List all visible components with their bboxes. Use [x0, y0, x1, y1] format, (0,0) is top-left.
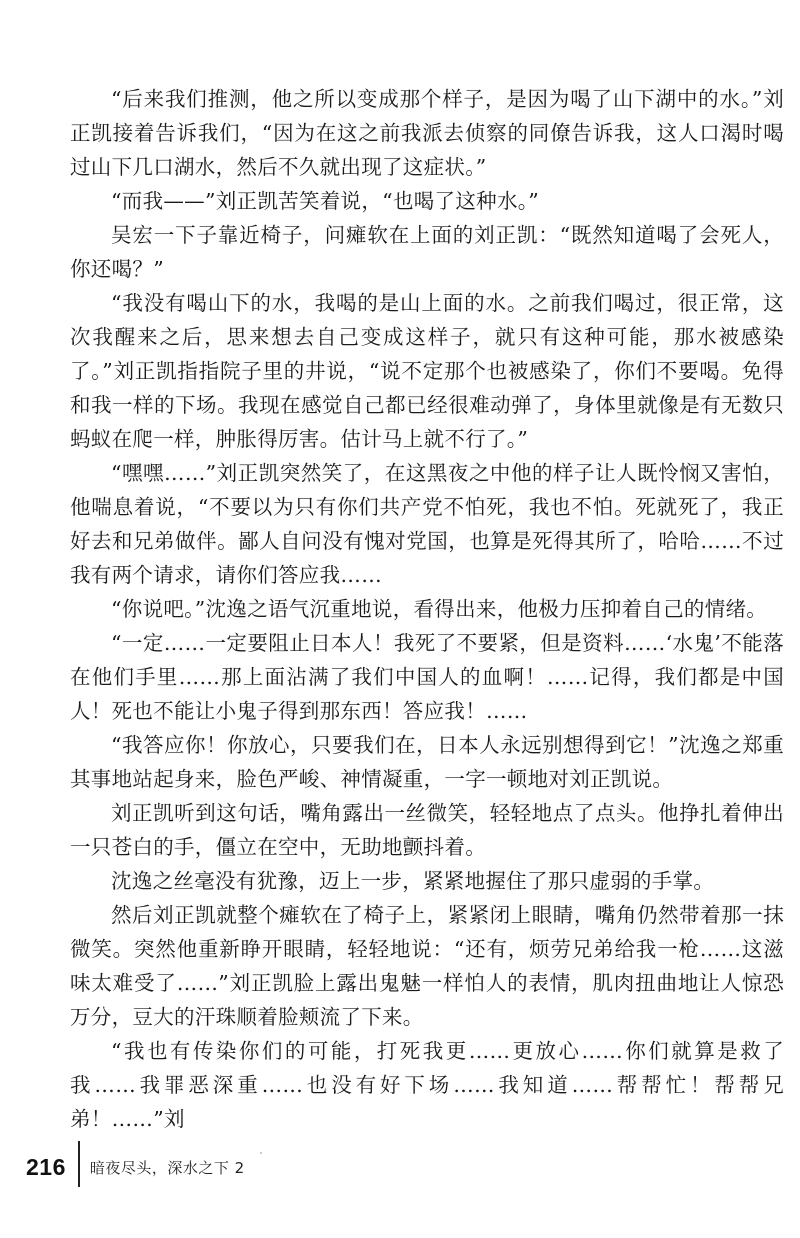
paragraph-8: “我答应你！你放心，只要我们在，日本人永远别想得到它！”沈逸之郑重其事地站起身来，脸色严峻、神情凝重，一字一顿地对刘正凯说。 [70, 733, 784, 791]
page-number: 216 [26, 1153, 66, 1180]
paragraph-10: 沈逸之丝毫没有犹豫，迈上一步，紧紧地握住了那只虚弱的手掌。 [111, 869, 715, 893]
paragraph-3: 吴宏一下子靠近椅子，问瘫软在上面的刘正凯：“既然知道喝了会死人，你还喝？” [70, 223, 784, 281]
footer-divider [78, 1141, 80, 1187]
paragraph-7: “一定……一定要阻止日本人！我死了不要紧，但是资料……‘水鬼’不能落在他们手里……那上面沾满了我们中国人的血啊！……记得，我们都是中国人！死也不能让小鬼子得到那东西！答应我！…… [70, 631, 784, 723]
paragraph-4: “我没有喝山下的水，我喝的是山上面的水。之前我们喝过，很正常，这次我醒来之后，思来想去自己变成这样子，就只有这种可能，那水被感染了。”刘正凯指指院子里的井说，“说不定那个也被感染了，你们不要喝。免得和我一样的下场。我现在感觉自己都已经很难动弹了，身体里就像是有无数只蚂蚁在爬一样，肿胀得厉害。估计马上就不行了。” [70, 291, 784, 451]
paragraph-12: “我也有传染你们的可能，打死我更……更放心……你们就算是救了我……我罪恶深重……也没有好下场……我知道……帮帮忙！帮帮兄弟！……”刘 [70, 1039, 784, 1131]
paragraph-9: 刘正凯听到这句话，嘴角露出一丝微笑，轻轻地点了点头。他挣扎着伸出一只苍白的手，僵立在空中，无助地颤抖着。 [70, 801, 784, 859]
paragraph-1: “后来我们推测，他之所以变成那个样子，是因为喝了山下湖中的水。”刘正凯接着告诉我们，“因为在这之前我派去侦察的同僚告诉我，这人口渴时喝过山下几口湖水，然后不久就出现了这症状。” [70, 87, 784, 179]
running-book-title: 暗夜尽头，深水之下 2 [89, 1158, 245, 1177]
paragraph-5: “嘿嘿……”刘正凯突然笑了，在这黑夜之中他的样子让人既怜悯又害怕，他喘息着说，“不要以为只有你们共产党不怕死，我也不怕。死就死了，我正好去和兄弟做伴。鄙人自问没有愧对党国，也算是死得其所了，哈哈……不过我有两个请求，请你们答应我…… [70, 461, 784, 587]
paragraph-2: “而我——”刘正凯苦笑着说，“也喝了这种水。” [111, 189, 540, 213]
scan-speck [260, 1152, 262, 1154]
paragraph-11: 然后刘正凯就整个瘫软在了椅子上，紧紧闭上眼睛，嘴角仍然带着那一抹微笑。突然他重新睁开眼睛，轻轻地说：“还有，烦劳兄弟给我一枪……这滋味太难受了……”刘正凯脸上露出鬼魅一样怕人的表情，肌肉扭曲地让人惊恐万分，豆大的汗珠顺着脸颊流了下来。 [70, 903, 784, 1029]
page-footer [26, 1147, 245, 1187]
body-text [70, 82, 784, 1136]
paragraph-6: “你说吧。”沈逸之语气沉重地说，看得出来，他极力压抑着自己的情绪。 [111, 597, 768, 621]
